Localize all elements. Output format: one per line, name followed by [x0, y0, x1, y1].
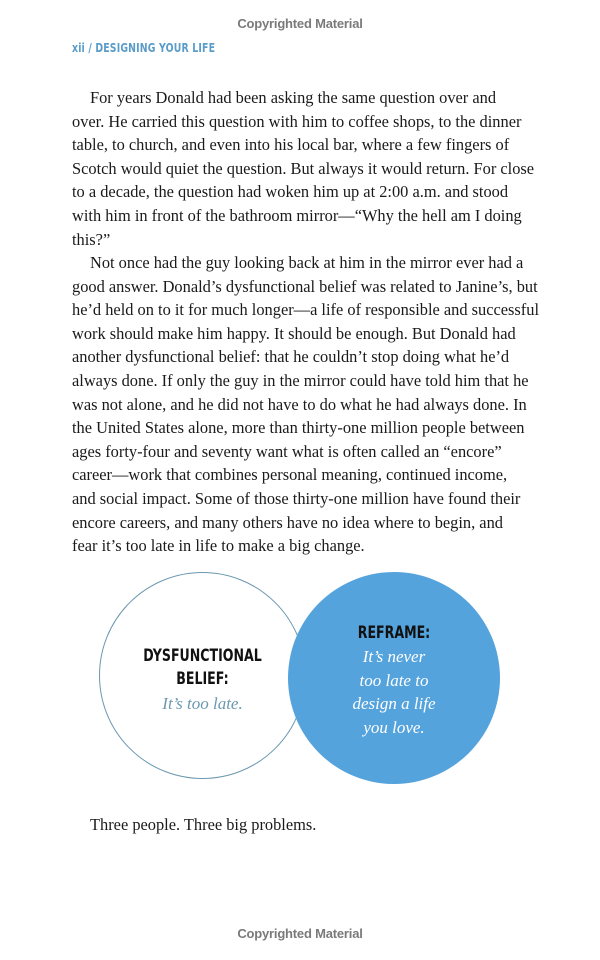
dysfunctional-belief-label: [126, 645, 279, 691]
text-line: ages forty-four and seventy want what is often called an “encore”: [72, 441, 502, 461]
paragraph-1: [72, 86, 535, 251]
copyright-watermark-top: Copyrighted Material: [237, 16, 363, 31]
paragraph-2: [72, 251, 540, 558]
text-line: over. He carried this question with him to coffee shops, to the dinner: [72, 111, 522, 131]
reframe-line: too late to: [359, 670, 429, 690]
closing-sentence: Three people. Three big problems.: [90, 815, 317, 834]
reframe-line: design a life: [352, 694, 436, 713]
reframe-text: [288, 645, 500, 739]
text-line: to a decade, the question had woken him up at 2:00 a.m. and stood: [72, 182, 509, 202]
text-line: table, to church, and even into his local bar, where a few fingers of: [72, 135, 510, 155]
text-line: Not once had the guy looking back at him in the mirror ever had a: [90, 253, 524, 272]
reframe-line: It’s never: [362, 647, 426, 666]
dysfunctional-belief-text: It’s too late.: [162, 694, 243, 713]
text-line: the United States alone, more than thirty-one million people between: [72, 418, 525, 438]
reframe-line: you love.: [363, 717, 425, 737]
text-line: career—work that combines personal meaning, continued income,: [72, 465, 508, 485]
label-line: DYSFUNCTIONAL: [143, 646, 262, 666]
text-line: Scotch would quiet the question. But always it would return. For close: [72, 158, 535, 178]
text-line: For years Donald had been asking the same question over and: [90, 88, 497, 107]
text-line: work should make him happy. It should be enough. But Donald had: [72, 323, 516, 343]
text-line: good answer. Donald’s dysfunctional belief was related to Janine’s, but: [72, 276, 538, 296]
text-line: was not alone, and he did not have to do what he had always done. In: [72, 394, 527, 414]
text-line: and social impact. Some of those thirty-one million have found their: [72, 488, 521, 508]
text-line: another dysfunctional belief: that he couldn’t stop doing what he’d: [72, 347, 510, 367]
text-line: with him in front of the bathroom mirror—“Why the hell am I doing: [72, 205, 522, 225]
text-line: always done. If only the guy in the mirror could have told him that he: [72, 370, 529, 390]
text-line: encore careers, and many others have no idea where to begin, and: [72, 512, 503, 532]
copyright-watermark-bottom: Copyrighted Material: [237, 926, 363, 941]
text-line: this?”: [72, 229, 111, 249]
text-line: he’d held on to it for much longer—a life of responsible and successful: [72, 300, 540, 320]
label-line: BELIEF:: [176, 669, 229, 689]
running-head: xii / DESIGNING YOUR LIFE: [72, 41, 216, 55]
reframe-label: REFRAME:: [357, 623, 431, 643]
text-line: fear it’s too late in life to make a big change.: [72, 536, 365, 556]
